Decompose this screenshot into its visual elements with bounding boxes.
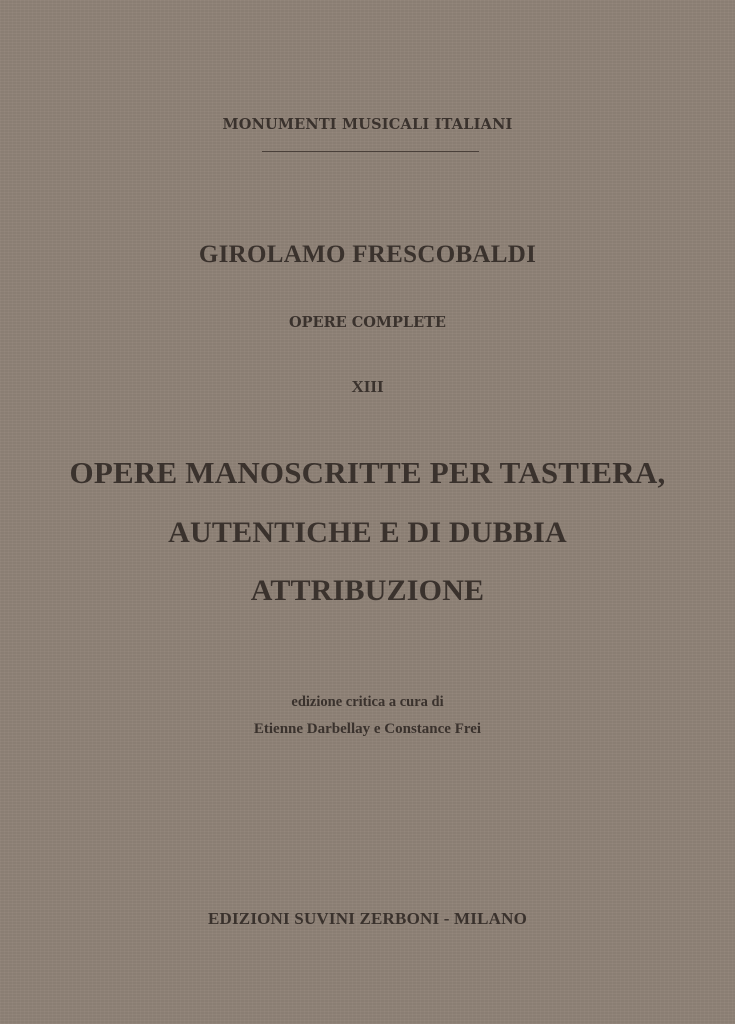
collection-title: OPERE COMPLETE (289, 314, 446, 331)
volume-number: XIII (351, 377, 384, 396)
main-title-line-1: OPERE MANOSCRITTE PER TASTIERA, (69, 455, 666, 490)
series-title: MONUMENTI MUSICALI ITALIANI (222, 116, 513, 133)
edition-note: edizione critica a cura di (291, 694, 444, 710)
composer-name: GIROLAMO FRESCOBALDI (198, 241, 537, 268)
editors-names: Etienne Darbellay e Constance Frei (253, 721, 482, 737)
main-title-line-2: AUTENTICHE E DI DUBBIA (168, 516, 567, 549)
series-divider (262, 151, 479, 152)
publisher-name: EDIZIONI SUVINI ZERBONI - MILANO (207, 909, 528, 928)
main-title-line-3: ATTRIBUZIONE (250, 574, 485, 607)
